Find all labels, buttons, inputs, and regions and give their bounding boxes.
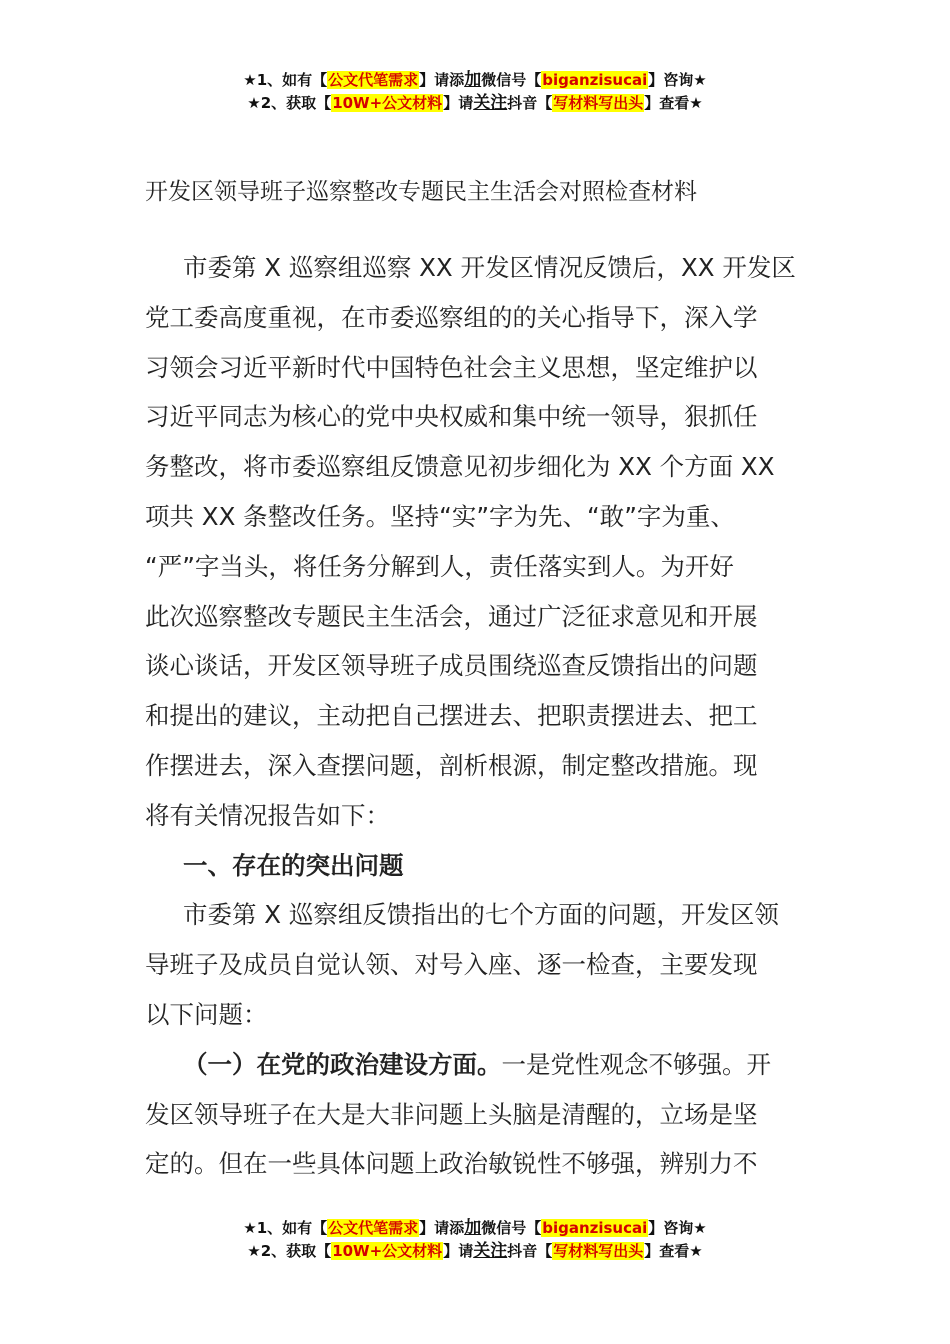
paragraph-line: 务整改，将市委巡察组反馈意见初步细化为 XX 个方面 XX xyxy=(145,452,775,482)
paragraph-line: 习近平同志为核心的党中央权威和集中统一领导，狠抓任 xyxy=(145,402,758,432)
promo-text: ★1、如有【 xyxy=(243,1219,328,1237)
paragraph-line: 此次巡察整改专题民主生活会，通过广泛征求意见和开展 xyxy=(145,601,758,631)
promo-line-2 xyxy=(0,1240,950,1263)
promo-text: 】请 xyxy=(443,94,474,112)
paragraph-line: 党工委高度重视，在市委巡察组的的关心指导下，深入学 xyxy=(145,302,758,332)
document-body xyxy=(145,243,815,1189)
paragraph-line: 和提出的建议，主动把自己摆进去、把职责摆进去、把工 xyxy=(145,701,758,731)
section-heading: 一、存在的突出问题 xyxy=(183,850,404,880)
promo-text: 】请添 xyxy=(419,71,465,89)
promo-text: 微信号【 xyxy=(481,71,542,89)
promo-text: 抖音【 xyxy=(507,1242,553,1260)
promo-text: 】咨询★ xyxy=(648,71,707,89)
promo-text: 】查看★ xyxy=(644,94,703,112)
promo-underline: 关注 xyxy=(473,93,508,113)
promo-highlight: 10W+公文材料 xyxy=(332,1242,443,1260)
promo-text: ★1、如有【 xyxy=(243,71,328,89)
promo-underline: 加 xyxy=(464,1218,482,1238)
promo-highlight: 10W+公文材料 xyxy=(332,94,443,112)
promo-banner-bottom xyxy=(0,1217,950,1263)
paragraph-line: 作摆进去，深入查摆问题，剖析根源，制定整改措施。现 xyxy=(145,750,758,780)
promo-text: ★2、获取【 xyxy=(247,94,332,112)
paragraph-line: 以下问题： xyxy=(145,999,268,1029)
paragraph-line: 项共 XX 条整改任务。坚持“实”字为先、“敢”字为重、 xyxy=(145,501,735,531)
promo-line-2 xyxy=(0,92,950,115)
promo-text: 】咨询★ xyxy=(648,1219,707,1237)
subsection-heading: （一）在党的政治建设方面。 xyxy=(183,1049,502,1079)
wechat-id-highlight: biganzisucai xyxy=(542,71,648,89)
document-title: 开发区领导班子巡察整改专题民主生活会对照检查材料 xyxy=(145,179,697,205)
douyin-id-highlight: 写材料写出头 xyxy=(553,94,644,112)
paragraph-line: 发区领导班子在大是大非问题上头脑是清醒的，立场是坚 xyxy=(145,1099,758,1129)
promo-text: 】查看★ xyxy=(644,1242,703,1260)
promo-banner-top xyxy=(0,69,950,115)
wechat-id-highlight: biganzisucai xyxy=(542,1219,648,1237)
paragraph-line: “严”字当头，将任务分解到人，责任落实到人。为开好 xyxy=(145,551,734,581)
promo-line-1 xyxy=(0,69,950,92)
subsection-line xyxy=(145,1040,815,1090)
promo-text: 微信号【 xyxy=(481,1219,542,1237)
subsection-text: 一是党性观念不够强。开 xyxy=(501,1049,771,1079)
promo-text: 】请 xyxy=(443,1242,474,1260)
douyin-id-highlight: 写材料写出头 xyxy=(553,1242,644,1260)
promo-text: ★2、获取【 xyxy=(247,1242,332,1260)
promo-highlight: 公文代笔需求 xyxy=(328,71,419,89)
promo-underline: 关注 xyxy=(473,1241,508,1261)
paragraph-line: 将有关情况报告如下： xyxy=(145,800,390,830)
paragraph-line: 习领会习近平新时代中国特色社会主义思想，坚定维护以 xyxy=(145,352,758,382)
promo-highlight: 公文代笔需求 xyxy=(328,1219,419,1237)
paragraph-line: 导班子及成员自觉认领、对号入座、逐一检查，主要发现 xyxy=(145,950,758,980)
promo-line-1 xyxy=(0,1217,950,1240)
promo-underline: 加 xyxy=(464,70,482,90)
paragraph-line: 谈心谈话，开发区领导班子成员围绕巡查反馈指出的问题 xyxy=(145,651,758,681)
paragraph-line: 市委第 X 巡察组巡察 XX 开发区情况反馈后，XX 开发区 xyxy=(183,253,796,282)
promo-text: 】请添 xyxy=(419,1219,465,1237)
paragraph-line: 市委第 X 巡察组反馈指出的七个方面的问题，开发区领 xyxy=(183,900,779,930)
promo-text: 抖音【 xyxy=(507,94,553,112)
paragraph-line: 定的。但在一些具体问题上政治敏锐性不够强，辨别力不 xyxy=(145,1149,758,1179)
